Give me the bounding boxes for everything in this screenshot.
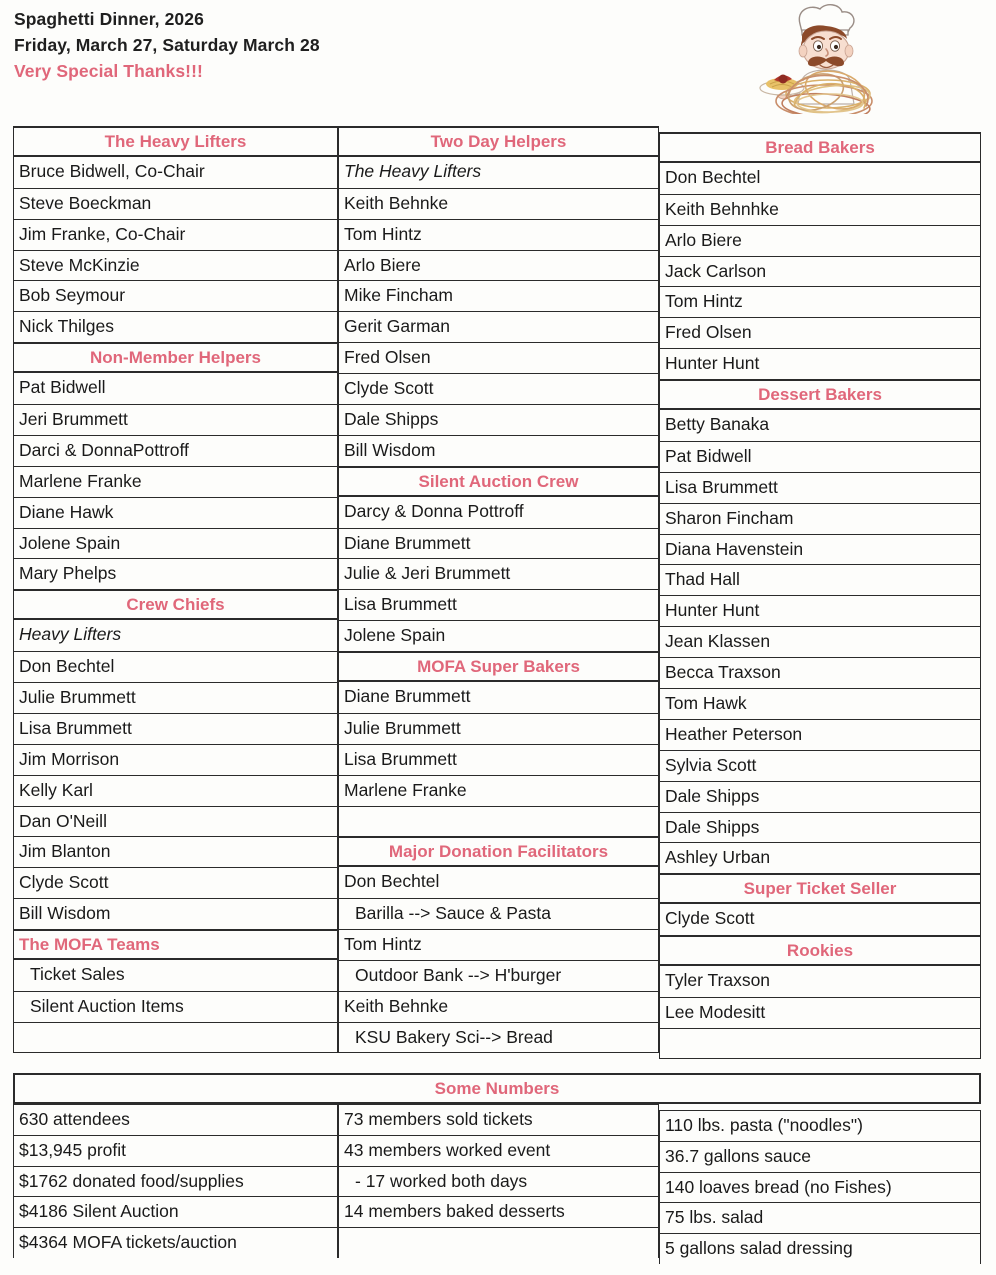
table-cell: Don Bechtel	[13, 651, 338, 682]
event-dates: Friday, March 27, Saturday March 28	[14, 35, 320, 55]
table-cell: Clyde Scott	[659, 904, 981, 935]
table-cell: Kelly Karl	[13, 775, 338, 806]
table-cell: Lisa Brummett	[659, 472, 981, 503]
table-cell: Jolene Spain	[13, 528, 338, 559]
table-cell: Don Bechtel	[338, 867, 659, 898]
table-cell: Diane Hawk	[13, 497, 338, 528]
numbers-column-three	[659, 1104, 981, 1264]
table-cell: Jean Klassen	[659, 626, 981, 657]
table-cell	[338, 1227, 659, 1258]
some-numbers-columns	[13, 1104, 981, 1264]
table-cell: Fred Olsen	[338, 342, 659, 373]
page-title: Spaghetti Dinner, 2026	[14, 9, 204, 29]
table-cell: Clyde Scott	[13, 867, 338, 898]
table-cell: Diana Havenstein	[659, 534, 981, 565]
table-cell: Steve McKinzie	[13, 250, 338, 281]
table-cell: 75 lbs. salad	[659, 1202, 981, 1233]
section-header-cell: Crew Chiefs	[13, 589, 338, 620]
table-cell: Sharon Fincham	[659, 503, 981, 534]
table-cell: Julie & Jeri Brummett	[338, 558, 659, 589]
table-cell: Keith Behnke	[338, 991, 659, 1022]
table-cell	[338, 806, 659, 837]
section-header-cell: Bread Bakers	[659, 132, 981, 163]
section-header-cell: MOFA Super Bakers	[338, 651, 659, 682]
table-columns	[13, 126, 981, 1059]
table-cell: Jim Morrison	[13, 744, 338, 775]
table-cell: 5 gallons salad dressing	[659, 1233, 981, 1264]
table-cell: 36.7 gallons sauce	[659, 1141, 981, 1172]
table-cell: Hunter Hunt	[659, 348, 981, 379]
table-cell: Lee Modesitt	[659, 997, 981, 1028]
table-cell: Lisa Brummett	[338, 589, 659, 620]
section-header-cell: Two Day Helpers	[338, 126, 659, 157]
table-cell: Keith Behnhke	[659, 194, 981, 225]
table-cell: Dale Shipps	[338, 404, 659, 435]
table-cell: Heavy Lifters	[13, 620, 338, 651]
table-cell: Darcy & Donna Pottroff	[338, 497, 659, 528]
table-cell: Bill Wisdom	[338, 435, 659, 466]
table-cell: 110 lbs. pasta ("noodles")	[659, 1110, 981, 1141]
table-cell: Outdoor Bank --> H'burger	[338, 960, 659, 991]
table-cell: Mary Phelps	[13, 558, 338, 589]
table-cell: 140 loaves bread (no Fishes)	[659, 1172, 981, 1203]
section-header-cell: Dessert Bakers	[659, 379, 981, 410]
table-cell: Bob Seymour	[13, 280, 338, 311]
table-cell: Julie Brummett	[338, 713, 659, 744]
table-cell: Sylvia Scott	[659, 750, 981, 781]
table-cell: Keith Behnke	[338, 188, 659, 219]
table-cell: Tom Hawk	[659, 688, 981, 719]
table-cell: Gerit Garman	[338, 311, 659, 342]
table-cell: Mike Fincham	[338, 280, 659, 311]
table-cell: - 17 worked both days	[338, 1166, 659, 1197]
table-cell: Heather Peterson	[659, 719, 981, 750]
section-header-cell: Major Donation Facilitators	[338, 836, 659, 867]
table-cell: $4186 Silent Auction	[13, 1196, 338, 1227]
table-cell: Clyde Scott	[338, 373, 659, 404]
numbers-column-two	[338, 1104, 659, 1264]
table-cell: Bill Wisdom	[13, 898, 338, 929]
volunteer-table	[13, 126, 981, 1059]
table-column-two	[338, 126, 659, 1053]
numbers-column-one	[13, 1104, 338, 1264]
table-cell	[659, 1028, 981, 1059]
table-cell: Barilla --> Sauce & Pasta	[338, 898, 659, 929]
table-column-one	[13, 126, 338, 1053]
table-cell: Hunter Hunt	[659, 595, 981, 626]
chef-with-spaghetti-illustration	[740, 2, 910, 114]
table-cell: Arlo Biere	[659, 225, 981, 256]
table-cell: Dale Shipps	[659, 781, 981, 812]
table-cell: Pat Bidwell	[659, 441, 981, 472]
table-cell: Diane Brummett	[338, 682, 659, 713]
table-cell: Diane Brummett	[338, 528, 659, 559]
section-header-cell: The MOFA Teams	[13, 929, 338, 960]
table-cell: Jim Franke, Co-Chair	[13, 219, 338, 250]
section-header-cell: The Heavy Lifters	[13, 126, 338, 157]
section-header-cell: Rookies	[659, 935, 981, 966]
table-cell: $4364 MOFA tickets/auction	[13, 1227, 338, 1258]
section-header-cell: Super Ticket Seller	[659, 873, 981, 904]
table-cell: 43 members worked event	[338, 1135, 659, 1166]
table-cell: Tom Hintz	[338, 929, 659, 960]
table-cell: 630 attendees	[13, 1104, 338, 1135]
table-cell: 73 members sold tickets	[338, 1104, 659, 1135]
section-header-cell: Non-Member Helpers	[13, 342, 338, 373]
thanks-line: Very Special Thanks!!!	[14, 61, 203, 81]
table-cell: Fred Olsen	[659, 317, 981, 348]
table-cell: Tyler Traxson	[659, 966, 981, 997]
table-cell: Dale Shipps	[659, 812, 981, 843]
table-cell: Marlene Franke	[338, 775, 659, 806]
table-cell: Arlo Biere	[338, 250, 659, 281]
table-cell: Jolene Spain	[338, 620, 659, 651]
table-cell: Thad Hall	[659, 564, 981, 595]
table-cell: Steve Boeckman	[13, 188, 338, 219]
table-cell: Ashley Urban	[659, 842, 981, 873]
table-cell: Pat Bidwell	[13, 373, 338, 404]
table-cell: Tom Hintz	[659, 286, 981, 317]
table-column-three	[659, 126, 981, 1059]
table-cell: Lisa Brummett	[338, 744, 659, 775]
table-cell: $13,945 profit	[13, 1135, 338, 1166]
table-cell: Ticket Sales	[13, 960, 338, 991]
some-numbers-section	[13, 1073, 981, 1264]
table-cell: Bruce Bidwell, Co-Chair	[13, 157, 338, 188]
table-cell: $1762 donated food/supplies	[13, 1166, 338, 1197]
table-cell: Jeri Brummett	[13, 404, 338, 435]
section-header-cell: Silent Auction Crew	[338, 466, 659, 497]
table-cell: Don Bechtel	[659, 163, 981, 194]
table-cell: Silent Auction Items	[13, 991, 338, 1022]
table-cell: Jack Carlson	[659, 256, 981, 287]
table-cell: Jim Blanton	[13, 836, 338, 867]
table-cell: Betty Banaka	[659, 410, 981, 441]
table-cell: The Heavy Lifters	[338, 157, 659, 188]
table-cell: Tom Hintz	[338, 219, 659, 250]
page-header	[14, 6, 714, 84]
table-cell: KSU Bakery Sci--> Bread	[338, 1022, 659, 1053]
table-cell: Lisa Brummett	[13, 713, 338, 744]
some-numbers-banner: Some Numbers	[13, 1073, 981, 1104]
table-cell: Nick Thilges	[13, 311, 338, 342]
table-cell: Marlene Franke	[13, 466, 338, 497]
table-cell: Darci & DonnaPottroff	[13, 435, 338, 466]
table-cell	[13, 1022, 338, 1053]
table-cell: Julie Brummett	[13, 682, 338, 713]
table-cell: 14 members baked desserts	[338, 1196, 659, 1227]
table-cell: Dan O'Neill	[13, 806, 338, 837]
table-cell: Becca Traxson	[659, 657, 981, 688]
